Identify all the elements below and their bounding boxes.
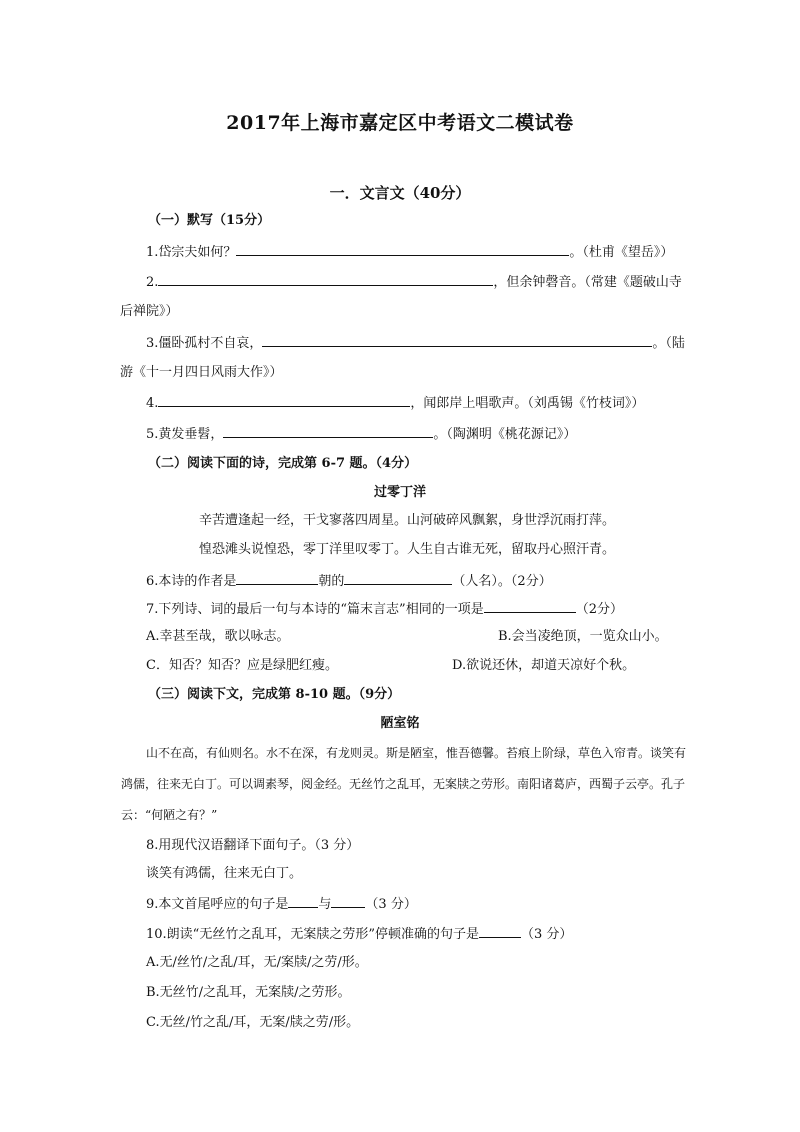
poem-line: 辛苦遭逢起一经，干戈寥落四周星。山河破碎风飘絮，身世浮沉雨打萍。	[199, 513, 616, 528]
option-b: B.会当凌绝顶，一览众山小。	[498, 629, 668, 644]
answer-blank	[479, 924, 521, 938]
question-9	[146, 894, 417, 914]
answer-blank	[158, 393, 410, 407]
question-7	[146, 599, 623, 619]
part2-heading: （二）阅读下面的诗，完成第 6-7 题。（4分）	[148, 456, 418, 471]
q4-prompt: 4.	[146, 396, 159, 411]
q7-prompt: 7.下列诗、词的最后一句与本诗的“篇末言志”相同的一项是	[146, 602, 484, 617]
option-c: C．知否？知否？应是绿肥红瘦。	[146, 658, 338, 673]
answer-blank	[262, 333, 652, 347]
question-10	[146, 924, 572, 944]
q6-suffix: （人名）。（2分）	[452, 574, 552, 589]
q4-source: ，闻郎岸上唱歌声。（刘禹锡《竹枝词》）	[410, 396, 645, 411]
question-3	[146, 333, 685, 353]
option-a: A.幸甚至哉，歌以咏志。	[146, 629, 290, 644]
answer-blank	[344, 571, 452, 585]
answer-blank	[223, 424, 433, 438]
prose-line: 云：“何陋之有？”	[121, 808, 218, 822]
q8-sentence: 谈笑有鸿儒，往来无白丁。	[146, 866, 303, 881]
q3-source-continued: 游《十一月四日风雨大作》）	[120, 365, 283, 380]
question-6	[146, 571, 552, 591]
text-title: 陋室铭	[380, 716, 420, 731]
q2-source-continued: 后禅院》）	[120, 304, 179, 319]
prose-line: 鸿儒，往来无白丁。可以调素琴，阅金经。无丝竹之乱耳，无案牍之劳形。南阳诸葛庐，西蜀子云亭。孔子	[121, 777, 686, 791]
part1-heading: （一）默写（15分）	[148, 213, 271, 228]
answer-blank	[158, 272, 493, 286]
q1-prompt: 1.岱宗夫如何？	[146, 245, 237, 260]
q2-prompt: 2.	[146, 275, 159, 290]
q10-prompt: 10.朗读“无丝竹之乱耳，无案牍之劳形”停顿准确的句子是	[146, 927, 479, 942]
question-2	[146, 272, 682, 292]
question-8: 8.用现代汉语翻译下面句子。（3 分）	[146, 838, 360, 853]
q7-suffix: （2分）	[575, 602, 623, 617]
q9-middle: 与	[318, 897, 332, 912]
answer-blank	[331, 894, 365, 908]
poem-title: 过零丁洋	[373, 485, 426, 500]
question-5	[146, 424, 576, 444]
q6-prompt: 6.本诗的作者是	[146, 574, 237, 589]
q10-suffix: （3 分）	[520, 927, 573, 942]
answer-blank	[236, 571, 318, 585]
question-1	[146, 242, 673, 262]
q10-option-b: B.无丝竹/之乱耳，无案牍/之劳形。	[146, 985, 351, 1000]
q10-option-c: C.无丝/竹之乱/耳，无案/牍之劳/形。	[146, 1015, 360, 1030]
q1-source: 。（杜甫《望岳》）	[569, 245, 674, 260]
poem-line: 惶恐滩头说惶恐，零丁洋里叹零丁。人生自古谁无死，留取丹心照汗青。	[199, 542, 616, 557]
answer-blank	[484, 599, 576, 613]
part3-heading: （三）阅读下文，完成第 8-10 题。（9分）	[148, 687, 401, 702]
q5-prompt: 5.黄发垂髫，	[146, 427, 224, 442]
q9-suffix: （3 分）	[365, 897, 417, 912]
q9-prompt: 9.本文首尾呼应的句子是	[146, 897, 289, 912]
q2-source: ，但余钟磬音。（常建《题破山寺	[493, 275, 682, 290]
answer-blank	[288, 894, 318, 908]
answer-blank	[236, 242, 569, 256]
question-4	[146, 393, 644, 413]
prose-line: 山不在高，有仙则名。水不在深，有龙则灵。斯是陋室，惟吾德馨。苔痕上阶绿，草色入帘青。谈笑有	[146, 746, 687, 760]
page-title: 2017年上海市嘉定区中考语文二模试卷	[226, 112, 574, 134]
option-d: D.欲说还休，却道天凉好个秋。	[452, 658, 636, 673]
q10-option-a: A.无/丝竹/之乱/耳，无/案牍/之劳/形。	[146, 955, 368, 970]
q3-source: 。（陆	[652, 336, 685, 351]
q6-middle: 朝的	[318, 574, 345, 589]
q3-prompt: 3.僵卧孤村不自哀，	[146, 336, 263, 351]
section-heading: 一．文言文（40分）	[329, 184, 471, 202]
q5-source: 。（陶渊明《桃花源记》）	[433, 427, 577, 442]
